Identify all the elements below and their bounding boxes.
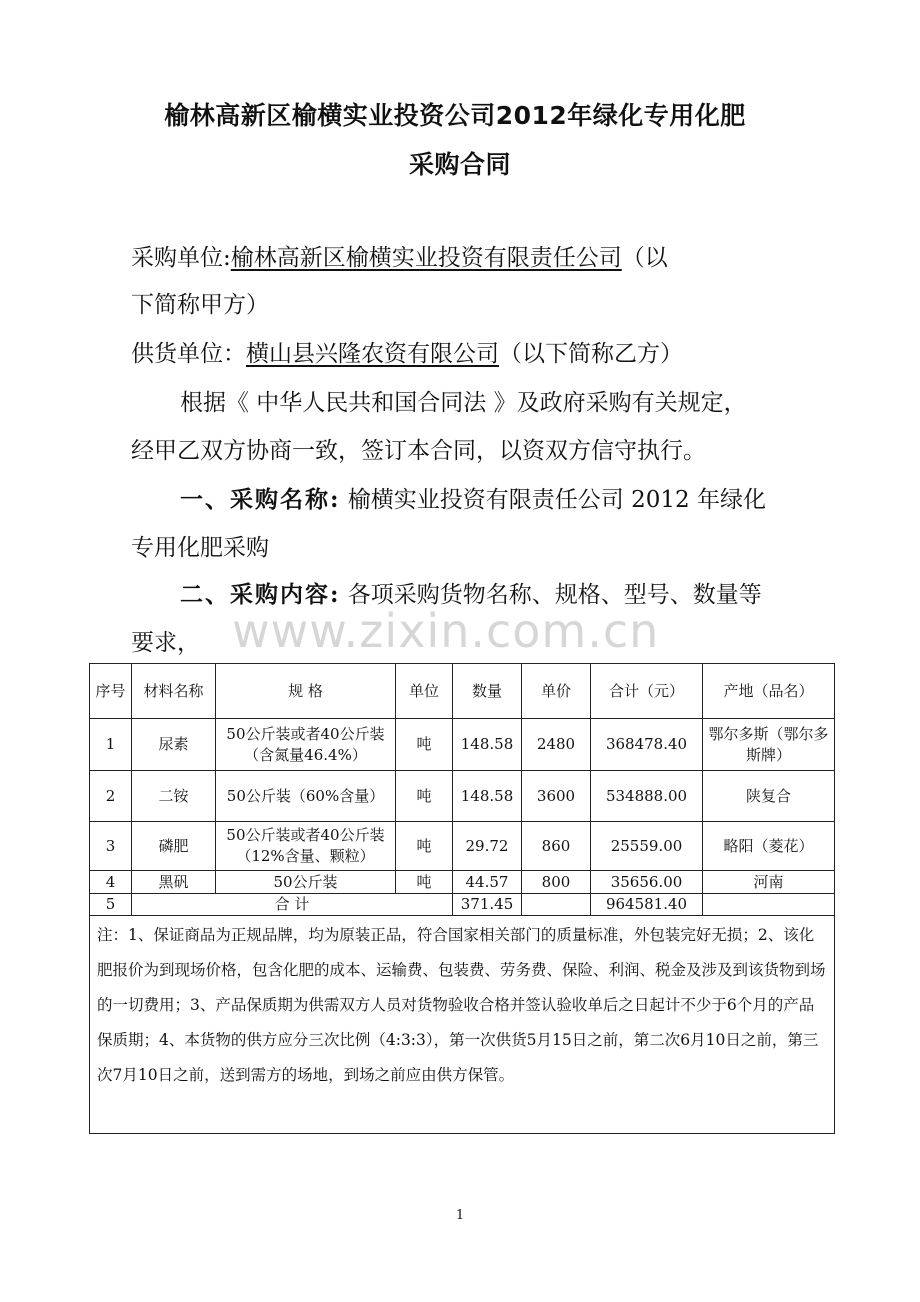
header-price: 单价: [522, 664, 591, 719]
page-number: 1: [455, 1208, 465, 1223]
table-row: [90, 719, 835, 771]
cell-qty: 148.58: [453, 771, 522, 822]
cell-no: 1: [90, 719, 132, 771]
buyer-line: [131, 243, 668, 273]
sum-price-empty: [522, 894, 591, 916]
sum-qty: 371.45: [453, 894, 522, 916]
cell-unit: 吨: [396, 822, 453, 871]
cell-no: 4: [90, 871, 132, 894]
cell-no: 3: [90, 822, 132, 871]
document-subtitle: 采购合同: [408, 150, 511, 179]
cell-qty: 29.72: [453, 822, 522, 871]
cell-spec: 50公斤装（60%含量）: [216, 771, 396, 822]
cell-unit: 吨: [396, 871, 453, 894]
table-sum-row: [90, 894, 835, 916]
cell-qty: 148.58: [453, 719, 522, 771]
cell-spec: 50公斤装: [216, 871, 396, 894]
cell-qty: 44.57: [453, 871, 522, 894]
cell-origin: 陕复合: [703, 771, 835, 822]
cell-name: 尿素: [132, 719, 216, 771]
cell-origin: 略阳（菱花）: [703, 822, 835, 871]
document-title: 榆林高新区榆横实业投资公司2012年绿化专用化肥: [164, 101, 746, 130]
section2-text: 各项采购货物名称、规格、型号、数量等: [340, 582, 762, 608]
table-row: [90, 871, 835, 894]
cell-name: 黑矾: [132, 871, 216, 894]
table-note-row: [90, 916, 835, 1134]
header-no: 序号: [90, 664, 132, 719]
sum-origin-empty: [703, 894, 835, 916]
cell-price: 3600: [522, 771, 591, 822]
cell-total: 368478.40: [591, 719, 703, 771]
cell-price: 860: [522, 822, 591, 871]
header-unit: 单位: [396, 664, 453, 719]
cell-origin: 河南: [703, 871, 835, 894]
intro-line1: 根据《 中华人民共和国合同法 》及政府采购有关规定，: [180, 390, 747, 416]
cell-total: 25559.00: [591, 822, 703, 871]
supplier-suffix: （以下简称乙方）: [499, 341, 683, 367]
header-name: 材料名称: [132, 664, 216, 719]
header-qty: 数量: [453, 664, 522, 719]
cell-price: 800: [522, 871, 591, 894]
cell-spec: 50公斤装或者40公斤装（含氮量46.4%）: [216, 719, 396, 771]
section1-text: 榆横实业投资有限责任公司 2012 年绿化: [340, 487, 766, 513]
buyer-label: 采购单位:: [131, 245, 231, 271]
cell-no: 2: [90, 771, 132, 822]
cell-no: 5: [90, 894, 132, 916]
header-spec: 规 格: [216, 664, 396, 719]
cell-price: 2480: [522, 719, 591, 771]
table-header-row: [90, 664, 835, 719]
purchase-table: [89, 663, 835, 1134]
section1-line: [180, 485, 766, 515]
supplier-label: 供货单位：: [131, 341, 246, 367]
cell-unit: 吨: [396, 719, 453, 771]
supplier-line: [131, 339, 683, 369]
intro-line2: 经甲乙双方协商一致，签订本合同，以资双方信守执行。: [131, 438, 706, 464]
sum-label: 合 计: [132, 894, 453, 916]
cell-total: 35656.00: [591, 871, 703, 894]
buyer-name: 榆林高新区榆横实业投资有限责任公司: [230, 245, 622, 271]
section2-line-cont: 要求，: [131, 630, 200, 656]
header-total: 合计（元）: [591, 664, 703, 719]
sum-total: 964581.40: [591, 894, 703, 916]
table-row: [90, 771, 835, 822]
buyer-line-cont: 下简称甲方）: [131, 292, 269, 318]
cell-unit: 吨: [396, 771, 453, 822]
cell-spec: 50公斤装或者40公斤装（12%含量、颗粒）: [216, 822, 396, 871]
section1-heading: 一、采购名称:: [180, 486, 341, 513]
cell-name: 磷肥: [132, 822, 216, 871]
table-row: [90, 822, 835, 871]
section1-line-cont: 专用化肥采购: [131, 535, 269, 561]
cell-name: 二铵: [132, 771, 216, 822]
contract-notes: 注：1、保证商品为正规品牌，均为原装正品，符合国家相关部门的质量标准，外包装完好无损；2、该化肥报价为到现场价格，包含化肥的成本、运输费、包装费、劳务费、保险、利润、税金及涉及到该货物到场的一切费用；3、产品保质期为供需双方人员对货物验收合格并签认验收单后之日起计不少于6个月的产品保质期；4、本货物的供方应分三次比例（4:3:3），第一次供货5月15日之前，第二次6月10日之前，第三次7月10日之前，送到需方的场地，到场之前应由供方保管。: [90, 916, 835, 1134]
cell-origin: 鄂尔多斯（鄂尔多斯牌）: [703, 719, 835, 771]
cell-total: 534888.00: [591, 771, 703, 822]
supplier-name: 横山县兴隆农资有限公司: [246, 341, 499, 367]
section2-heading: 二、采购内容:: [180, 581, 341, 608]
header-origin: 产地（品名）: [703, 664, 835, 719]
watermark: www.zixin.com.cn: [232, 604, 660, 658]
buyer-suffix: （以: [621, 245, 668, 271]
